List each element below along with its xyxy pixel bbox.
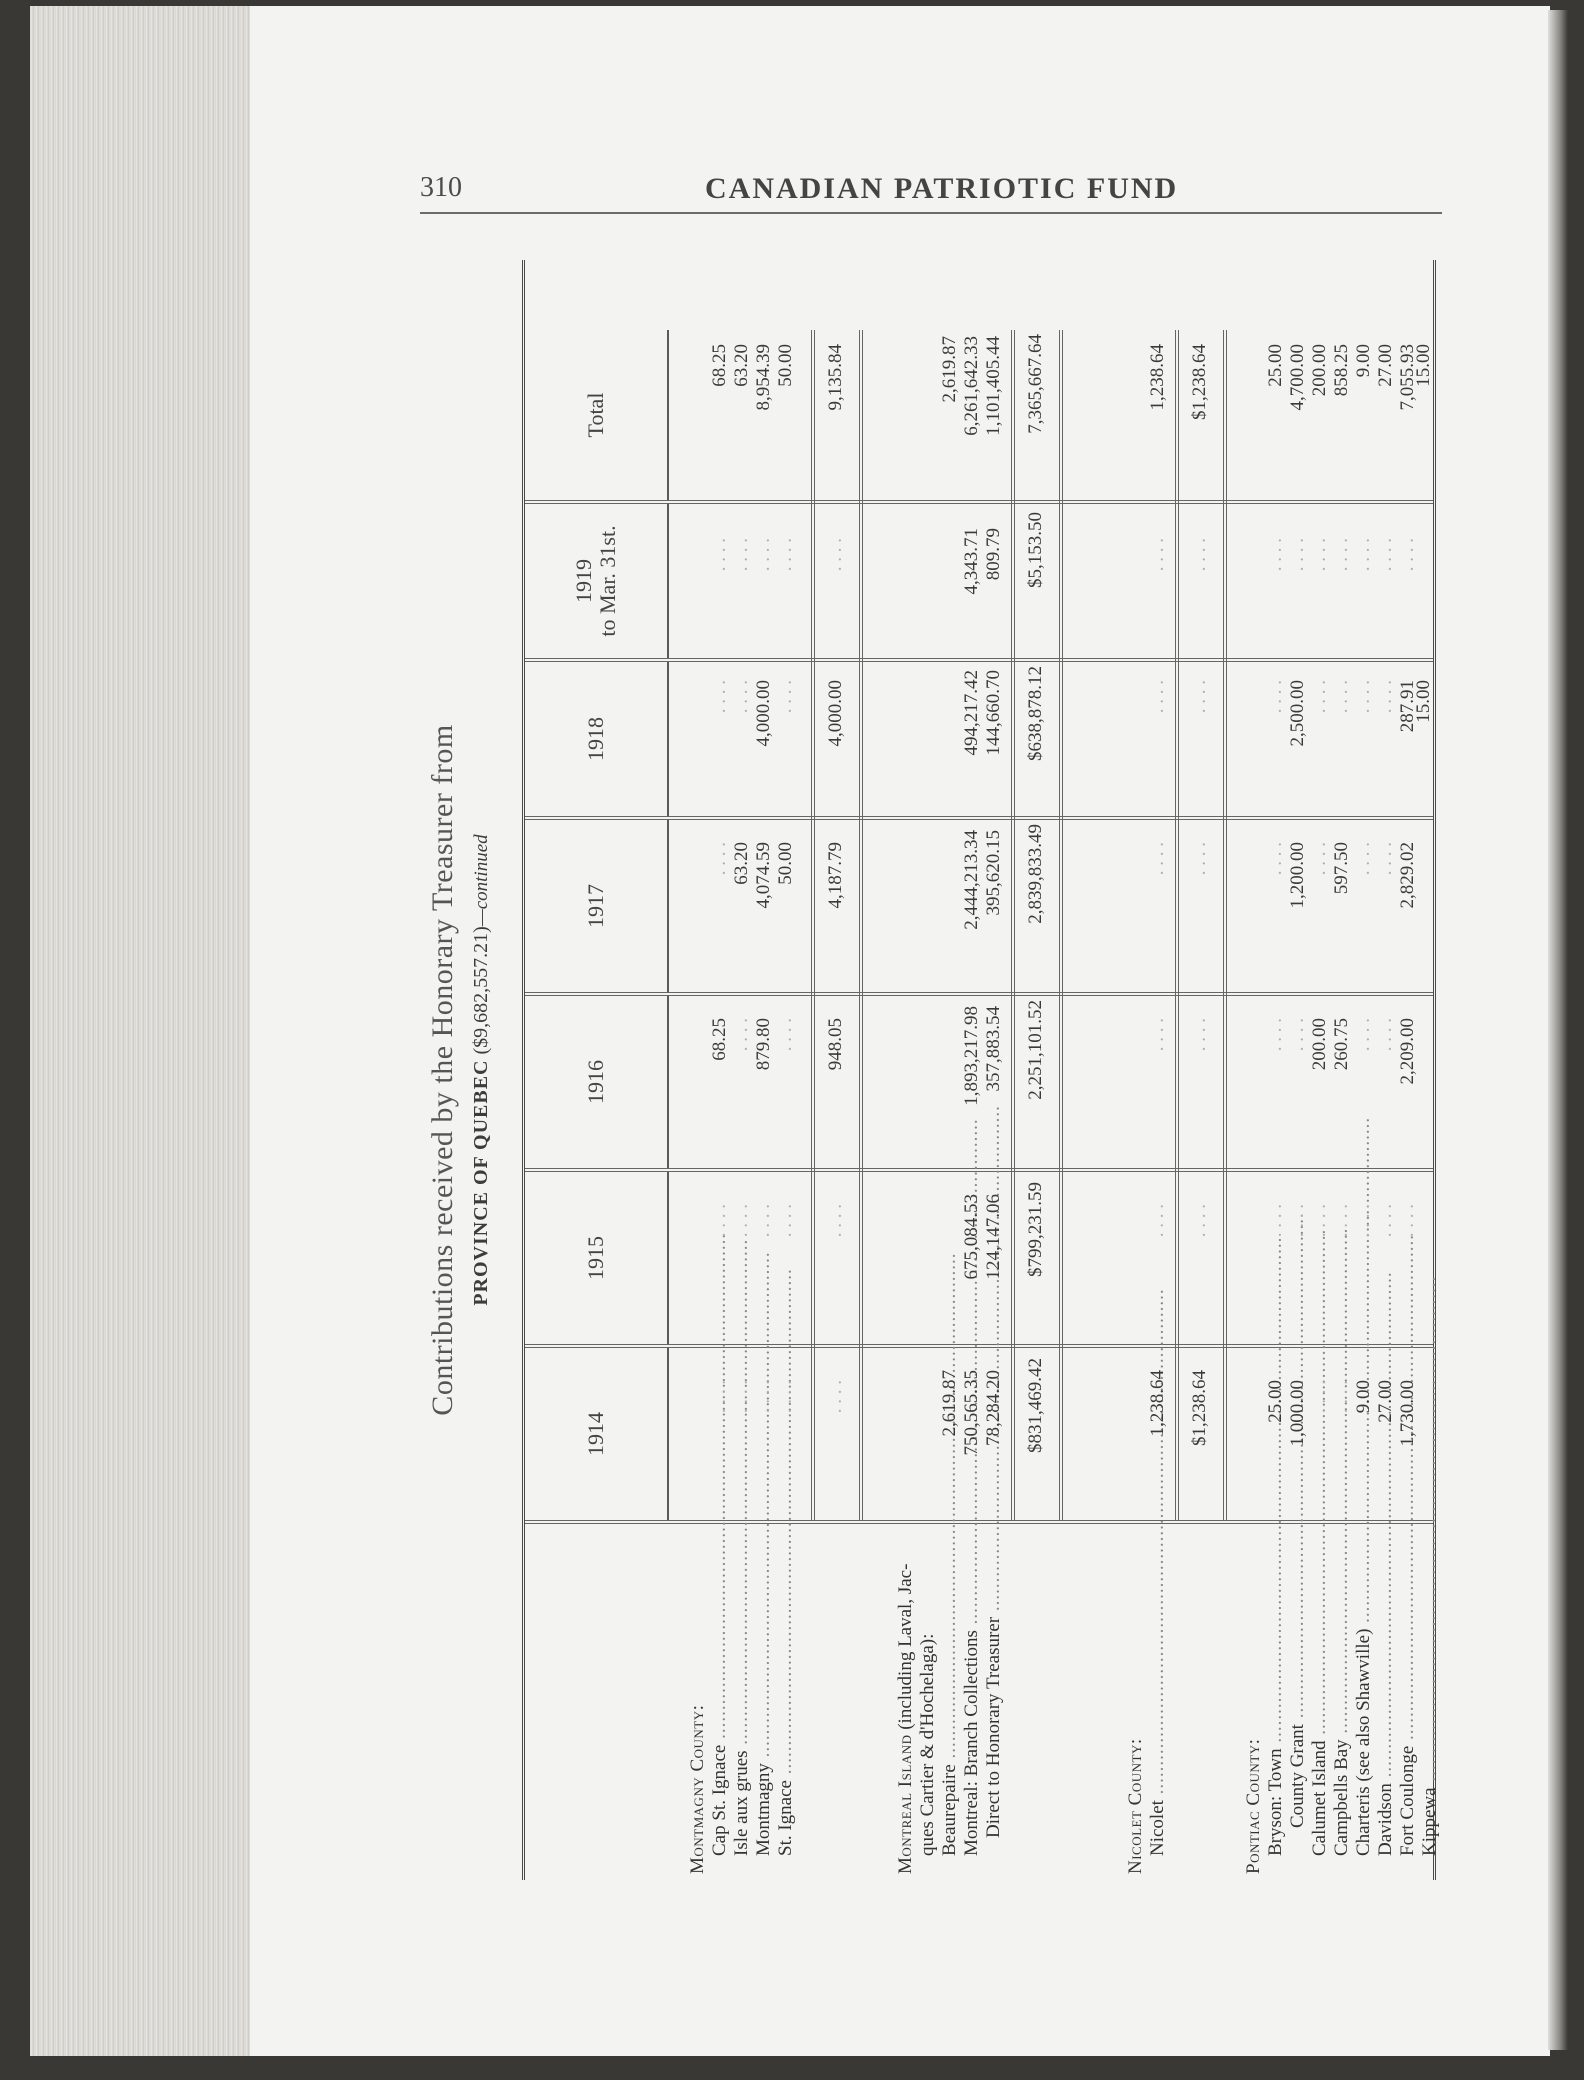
table-caption (400, 260, 510, 1880)
subtotal-rule (1175, 330, 1179, 1520)
page-number: 310 (420, 172, 462, 203)
cell: . . . . (1353, 680, 1374, 714)
row-label: Campbells Bay ..... (1331, 1528, 1353, 1874)
cell: 15.00 (1413, 680, 1434, 723)
cell: . . . . (775, 538, 796, 572)
cell: 9.00 (1353, 1380, 1374, 1414)
cell-total: 7,055.93 (1397, 344, 1418, 411)
cell: . . . . (1353, 538, 1374, 572)
cell-total: 8,954.39 (753, 344, 774, 411)
cell: . . . . (1353, 842, 1374, 876)
cell: 809.79 (983, 528, 1004, 581)
cell: . . . . (709, 842, 730, 876)
cell-total: 4,700.00 (1287, 344, 1308, 411)
cell-total: 858.25 (1331, 344, 1352, 397)
header-1916: 1916 (525, 996, 669, 1168)
cell: 25.00 (1265, 1380, 1286, 1423)
cell-total: 1,238.64 (1147, 344, 1168, 411)
caption-line-1: Contributions received by the Honorary Treasurer from (426, 724, 459, 1416)
group-heading-nicolet: Nicolet County: (1125, 1738, 1146, 1874)
subtotal-total: $1,238.64 (1189, 344, 1210, 420)
cell: . . . . (1265, 1018, 1286, 1052)
cell: . . . . (1331, 1380, 1352, 1414)
cell: . . . . (1353, 1204, 1374, 1238)
cell: . . . . (1397, 1204, 1418, 1238)
book-page-edges (30, 6, 253, 2056)
cell-total: 9.00 (1353, 344, 1374, 378)
cell: 1,238.64 (1147, 1370, 1168, 1437)
cell-total: 15.00 (1413, 344, 1434, 387)
row-label: Calumet Island ..... (1309, 1528, 1331, 1874)
cell: 2,500.00 (1287, 680, 1308, 747)
rotated-table-block (400, 260, 1440, 1880)
group-heading-montmagny: Montmagny County: (687, 1704, 708, 1874)
cell: 750,565.35 (961, 1370, 982, 1456)
cell: . . . . (709, 538, 730, 572)
cell: . . . . (1375, 1204, 1396, 1238)
row-label: Fort Coulonge ..... (1397, 1528, 1419, 1874)
cell: 1,000.00 (1287, 1380, 1308, 1447)
cell: 4,074.59 (753, 842, 774, 909)
subtotal-cell: . . . . (1189, 1204, 1210, 1238)
subtotal-rule (859, 330, 863, 1520)
subtotal-rule (811, 330, 815, 1520)
cell: 2,829.02 (1397, 842, 1418, 909)
subtotal-cell: . . . . (825, 538, 846, 572)
cell: 287.91 (1397, 680, 1418, 733)
subtotal-cell: $1,238.64 (1189, 1370, 1210, 1446)
subtotal-cell: 2,251,101.52 (1025, 1000, 1046, 1100)
group-heading-pontiac: Pontiac County: (1243, 1738, 1264, 1874)
subtotal-rule (1011, 330, 1015, 1520)
cell: . . . . (1309, 680, 1330, 714)
cell: . . . . (775, 1018, 796, 1052)
cell: 200.00 (1309, 1018, 1330, 1071)
cell: . . . . (1375, 680, 1396, 714)
caption-amount: ($9,682,557.21) (470, 926, 492, 1055)
cell: 124,147.06 (983, 1194, 1004, 1280)
cell-total: 2,619.87 (939, 336, 960, 403)
cell-total: 50.00 (775, 344, 796, 387)
cell-total: 200.00 (1309, 344, 1330, 397)
cell: 395,620.15 (983, 830, 1004, 916)
cell: . . . . (1375, 842, 1396, 876)
cell: . . . . (1309, 842, 1330, 876)
group-heading-montreal-line2: ques Cartier & d'Hochelaga): (917, 1633, 938, 1856)
subtotal-cell: 2,839,833.49 (1025, 824, 1046, 924)
running-title: CANADIAN PATRIOTIC FUND (705, 172, 1179, 205)
cell: . . . . (731, 1380, 752, 1414)
cell-total: 63.20 (731, 344, 752, 387)
cell: . . . . (1375, 1018, 1396, 1052)
cell: . . . . (1309, 1204, 1330, 1238)
cell: . . . . (1147, 1018, 1168, 1052)
cell: . . . . (775, 1204, 796, 1238)
cell: 27.00 (1375, 1380, 1396, 1423)
cell: 78,284.20 (983, 1370, 1004, 1446)
row-label: Kippewa ..... (1419, 1528, 1433, 1874)
cell: 260.75 (1331, 1018, 1352, 1071)
cell: 597.50 (1331, 842, 1352, 895)
cell: . . . . (731, 538, 752, 572)
cell: 2,209.00 (1397, 1018, 1418, 1085)
cell: . . . . (1147, 1204, 1168, 1238)
header-1917: 1917 (525, 820, 669, 992)
cell: . . . . (1265, 1204, 1286, 1238)
col-rule (525, 816, 1433, 820)
subtotal-total: 7,365,667.64 (1025, 334, 1046, 434)
cell: 63.20 (731, 842, 752, 885)
header-total: Total (525, 330, 669, 500)
cell: 494,217.42 (961, 670, 982, 756)
subtotal-cell: . . . . (1189, 1018, 1210, 1052)
subtotal-cell: . . . . (825, 1204, 846, 1238)
header-blank (525, 1524, 667, 1880)
row-label: Davidson ..... (1375, 1528, 1397, 1874)
cell: . . . . (1331, 538, 1352, 572)
header-1919: 1919 to Mar. 31st. (525, 504, 669, 658)
cell: . . . . (1331, 680, 1352, 714)
row-label: Montmagny ..... (753, 1528, 775, 1874)
row-label: Direct to Honorary Treasurer ..... (983, 1528, 1005, 1874)
caption-line-2 (470, 260, 493, 1880)
cell-total: 25.00 (1265, 344, 1286, 387)
group-heading-montreal: Montreal Island (including Laval, Jac- (895, 1563, 916, 1874)
cell-total: 68.25 (709, 344, 730, 387)
row-label: Montreal: Branch Collections ..... (961, 1528, 983, 1874)
cell-total: 27.00 (1375, 344, 1396, 387)
cell: . . . . (1265, 680, 1286, 714)
cell-total: 6,261,642.33 (961, 336, 982, 436)
subtotal-cell: 4,187.79 (825, 842, 846, 909)
running-head (420, 172, 1442, 214)
cell: . . . . (1287, 1018, 1308, 1052)
subtotal-cell: 948.05 (825, 1018, 846, 1071)
col-rule (525, 992, 1433, 996)
row-label: County Grant ..... (1287, 1528, 1309, 1874)
cell: . . . . (1287, 538, 1308, 572)
cell: . . . . (1397, 538, 1418, 572)
cell: 357,883.54 (983, 1006, 1004, 1092)
cell: . . . . (753, 538, 774, 572)
cell: . . . . (1265, 538, 1286, 572)
cell: . . . . (1147, 680, 1168, 714)
col-rule (525, 500, 1433, 504)
cell: 675,084.53 (961, 1194, 982, 1280)
caption-province: PROVINCE OF QUEBEC (470, 1059, 492, 1306)
subtotal-cell: $638,878.12 (1025, 666, 1046, 761)
cell: 4,000.00 (753, 680, 774, 747)
subtotal-cell: . . . . (1189, 538, 1210, 572)
cell: . . . . (1331, 1204, 1352, 1238)
cell: 879.80 (753, 1018, 774, 1071)
page-gutter-shadow (1548, 10, 1568, 2050)
subtotal-cell: . . . . (1189, 680, 1210, 714)
caption-continued: —continued (471, 834, 492, 927)
cell: . . . . (1147, 538, 1168, 572)
cell: . . . . (1353, 1018, 1374, 1052)
cell: . . . . (1265, 842, 1286, 876)
row-label: Isle aux grues ..... (731, 1528, 753, 1874)
cell: . . . . (709, 1204, 730, 1238)
header-1914: 1914 (525, 1348, 669, 1520)
header-1915: 1915 (525, 1172, 669, 1344)
header-1918: 1918 (525, 662, 669, 816)
contributions-table (522, 260, 1440, 1880)
subtotal-rule (1059, 330, 1063, 1520)
cell: 1,730.00 (1397, 1380, 1418, 1447)
subtotal-total: 9,135.84 (825, 344, 846, 411)
cell: 1,200.00 (1287, 842, 1308, 909)
cell: 68.25 (709, 1018, 730, 1061)
cell: 2,619.87 (939, 1370, 960, 1437)
subtotal-cell: $799,231.59 (1025, 1182, 1046, 1277)
col-rule (525, 658, 1433, 662)
subtotal-cell: $5,153.50 (1025, 512, 1046, 588)
row-label: Charteris (see also Shawville) ..... (1353, 1528, 1375, 1874)
row-label: Bryson: Town ..... (1265, 1528, 1287, 1874)
cell: . . . . (753, 1380, 774, 1414)
row-label: Beaurepaire ..... (939, 1528, 961, 1874)
row-label: Nicolet ..... (1147, 1528, 1169, 1874)
cell: 4,343.71 (961, 528, 982, 595)
cell: . . . . (1147, 842, 1168, 876)
cell: . . . . (1309, 538, 1330, 572)
cell: 144,660.70 (983, 670, 1004, 756)
cell: . . . . (775, 680, 796, 714)
cell: . . . . (1309, 1380, 1330, 1414)
cell: . . . . (775, 1380, 796, 1414)
subtotal-cell: . . . . (1189, 842, 1210, 876)
cell: . . . . (731, 680, 752, 714)
subtotal-cell: $831,469.42 (1025, 1358, 1046, 1453)
cell: . . . . (753, 1204, 774, 1238)
cell: . . . . (709, 680, 730, 714)
cell-total: 1,101,405.44 (983, 336, 1004, 436)
row-label: St. Ignace ..... (775, 1528, 797, 1874)
cell: . . . . (731, 1018, 752, 1052)
cell: . . . . (1287, 1204, 1308, 1238)
subtotal-rule (1223, 330, 1227, 1520)
cell: 50.00 (775, 842, 796, 885)
subtotal-cell: . . . . (825, 1380, 846, 1414)
cell: . . . . (1375, 538, 1396, 572)
cell: . . . . (709, 1380, 730, 1414)
cell: . . . . (731, 1204, 752, 1238)
row-label: Cap St. Ignace ..... (709, 1528, 731, 1874)
cell: 1,893,217.98 (961, 1006, 982, 1106)
cell: 2,444,213.34 (961, 830, 982, 930)
subtotal-cell: 4,000.00 (825, 680, 846, 747)
